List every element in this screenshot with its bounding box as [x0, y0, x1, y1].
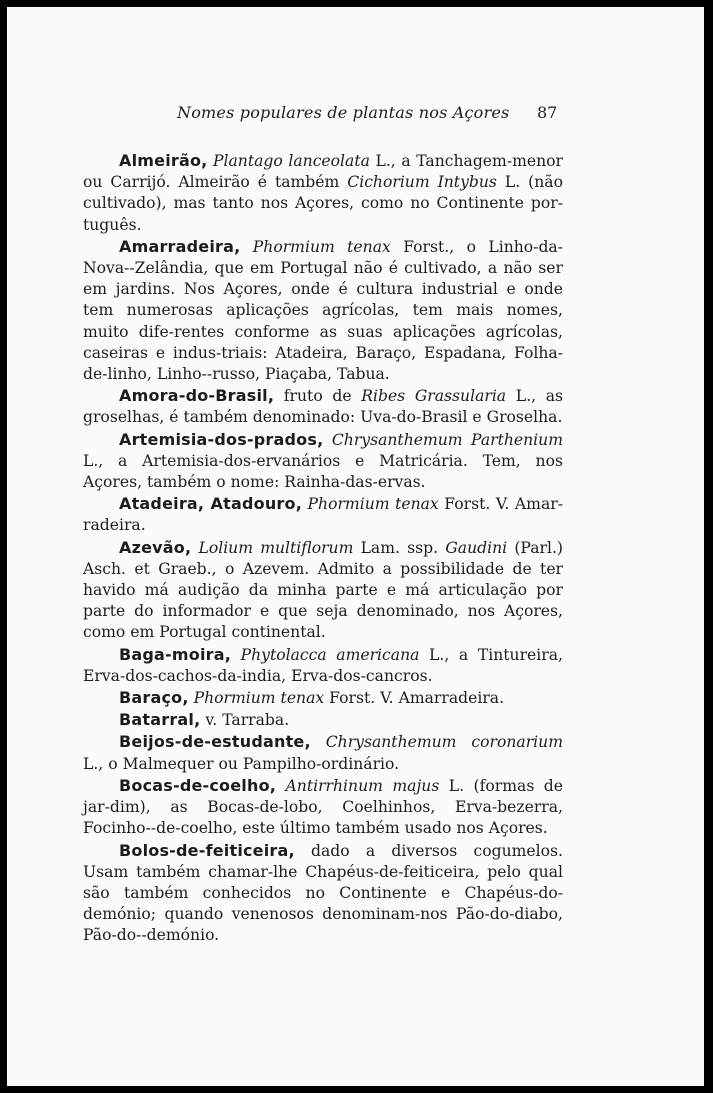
entry-headword: Amora-do-Brasil,	[119, 386, 275, 406]
dictionary-entry	[83, 429, 563, 494]
dictionary-entry	[83, 644, 563, 687]
entry-headword: Artemisia-dos-prados,	[119, 429, 324, 449]
dictionary-entry	[83, 687, 563, 709]
scientific-name: Chrysanthemum coronarium	[325, 733, 563, 752]
entry-text: Forst., o Linho-da-Nova--Zelândia, que em Portugal não é cultivado, a não ser em jardins. Nos Açores, onde é cultura industrial e onde tem numerosas aplicações agrícolas, tem mais nomes, muito dife-rentes conforme as suas aplicações agrícolas, caseiras e indus-triais: Atadeira, Baraço, Espadana, Folha-de-linho, Linho--russo, Piaçaba, Tabua.	[83, 237, 563, 384]
entry-headword: Bocas-de-coelho,	[119, 775, 277, 795]
dictionary-entry	[83, 840, 563, 947]
entry-text: (Parl.) Asch. et Graeb., o Azevem. Admito a possibilidade de ter havido má audição da minha parte e má articulação por parte do informador e que seja denominado, nos Açores, como em Portugal continental.	[83, 538, 563, 642]
entry-text	[323, 431, 331, 449]
entry-text: dado a diversos cogumelos. Usam também chamar-lhe Chapéus-de-feiticeira, pelo qual são também conhecidos no Continente e Chapéus-do-demónio; quando venenosos denominam-nos Pão-do-diabo, Pão-do--demónio.	[83, 841, 563, 945]
scientific-name: Antirrhinum majus	[285, 776, 440, 795]
entry-text: fruto de	[274, 387, 362, 406]
entry-headword: Bolos-de-feiticeira,	[119, 840, 295, 860]
entry-headword: Atadeira, Atadouro,	[119, 494, 302, 514]
scientific-name: Ribes Grassularia	[361, 387, 507, 406]
page-header	[7, 103, 704, 125]
entry-text: L., a Tintureira, Erva-dos-cachos-da-india, Erva-dos-cancros.	[83, 645, 563, 685]
entry-text: L., as groselhas, é também denominado: Uva-do-Brasil e Groselha.	[83, 387, 563, 427]
entry-text: L., o Malmequer ou Pampilho-ordinário.	[83, 754, 400, 773]
dictionary-entry	[83, 775, 563, 840]
dictionary-body	[83, 150, 563, 947]
dictionary-entry	[83, 493, 563, 536]
dictionary-entry	[83, 150, 563, 236]
entry-headword: Batarral,	[119, 710, 201, 730]
scientific-name: Chrysanthemum Parthenium	[331, 430, 563, 449]
entry-headword: Azevão,	[119, 537, 192, 557]
entry-headword: Amarradeira,	[119, 236, 241, 256]
scientific-name: Phytolacca americana	[240, 645, 420, 664]
entry-headword: Baraço,	[119, 688, 189, 708]
dictionary-entry	[83, 709, 563, 731]
entry-headword: Beijos-de-estudante,	[119, 732, 311, 752]
running-title: Nomes populares de plantas nos Açores	[177, 103, 510, 122]
entry-text: v. Tarraba.	[200, 711, 290, 730]
entry-text	[231, 646, 241, 664]
scientific-name: Phormium tenax	[307, 495, 439, 514]
book-page	[7, 7, 704, 1086]
entry-text: L. (não cultivado), mas tanto nos Açores, como no Continente por-tuguês.	[83, 173, 563, 234]
entry-headword: Almeirão,	[119, 151, 208, 170]
entry-text	[240, 238, 252, 256]
entry-text: Lam. ssp.	[353, 538, 446, 557]
dictionary-entry	[83, 731, 563, 774]
scientific-name: Lolium multiflorum	[198, 538, 354, 557]
dictionary-entry	[83, 236, 563, 385]
page-number: 87	[537, 103, 558, 122]
dictionary-entry	[83, 385, 563, 428]
entry-text: Forst. V. Amarradeira.	[324, 689, 505, 708]
entry-text: L., a Tanchagem-menor ou Carrijó. Almeirão é também	[83, 152, 563, 192]
entry-text	[276, 777, 285, 795]
entry-text: Forst. V. Amar-radeira.	[83, 495, 563, 535]
scientific-name: Gaudini	[445, 538, 508, 557]
scientific-name: Phormium tenax	[193, 689, 325, 708]
dictionary-entry	[83, 537, 563, 644]
scientific-name: Plantago lanceolata	[213, 152, 370, 170]
entry-headword: Baga-moira,	[119, 644, 231, 664]
entry-text: L., a Artemisia-dos-ervanários e Matricária. Tem, nos Açores, também o nome: Rainha-das-ervas.	[83, 451, 563, 492]
scientific-name: Phormium tenax	[252, 237, 391, 256]
entry-text	[311, 733, 326, 751]
scientific-name: Cichorium Intybus	[347, 173, 497, 192]
entry-text: L. (formas de jar-dim), as Bocas-de-lobo, Coelhinhos, Erva-bezerra, Focinho--de-coelho, este último também usado nos Açores.	[83, 776, 563, 838]
